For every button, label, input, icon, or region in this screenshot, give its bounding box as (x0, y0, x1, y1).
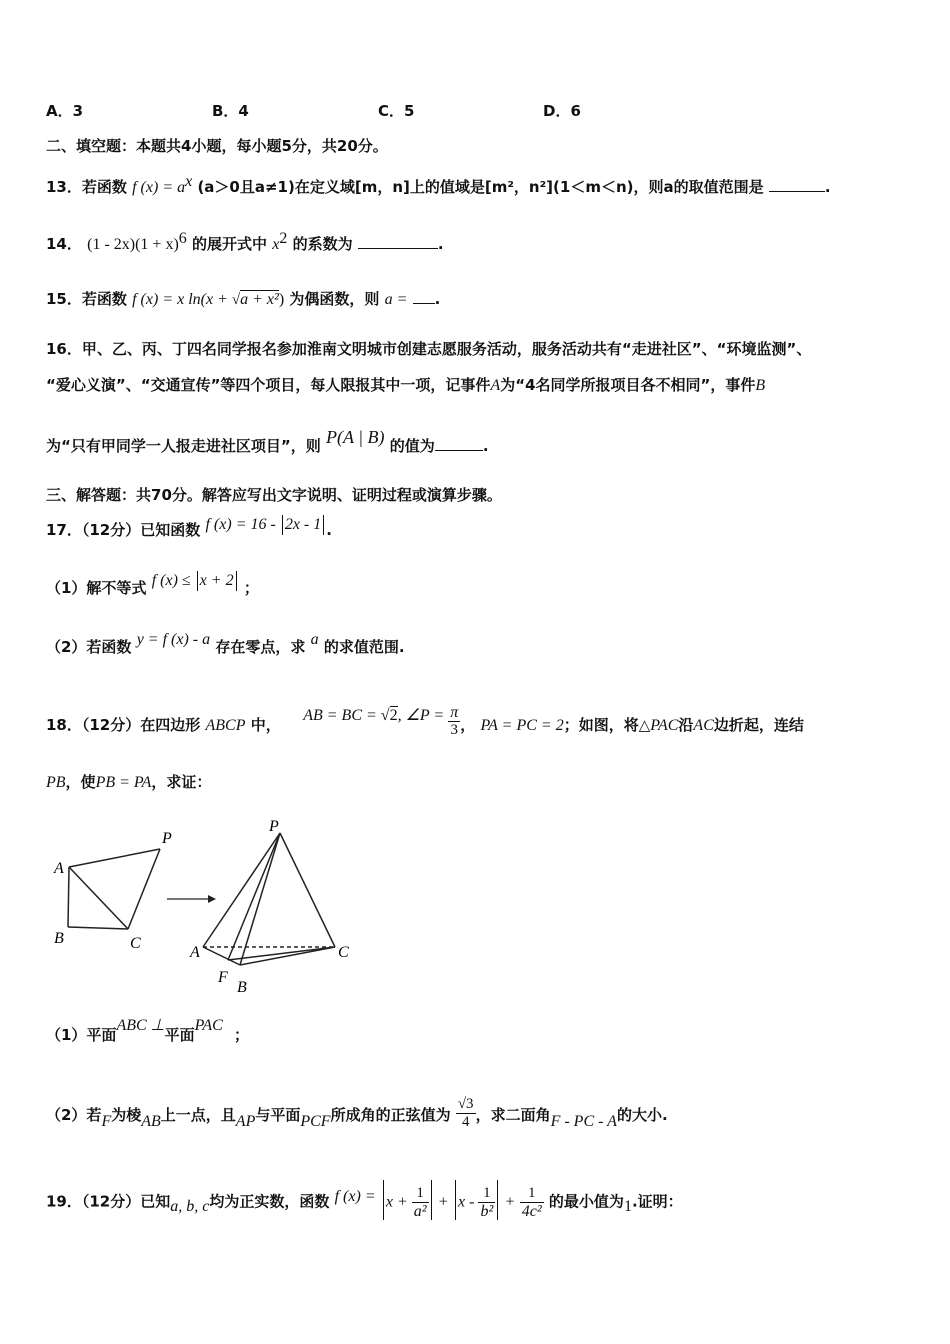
question-17-part-1 (46, 572, 259, 599)
question-16-line-1: 16．甲、乙、丙、丁四名同学报名参加淮南文明城市创建志愿服务活动，服务活动共有“走进社区”、“环境监测”、 (46, 340, 812, 358)
q17-func: f (x) = 16 - (205, 516, 280, 533)
q18-p2-ab: AB (141, 1113, 161, 1130)
edge-ac-left (69, 867, 128, 929)
label-c-right: C (338, 944, 349, 961)
q16-line3b: 的值为 (389, 437, 435, 455)
q18-p2-t4: 所成角的正弦值为 (330, 1106, 451, 1124)
section-2-title: 二、填空题：本题共4小题，每小题5分，共20分。 (46, 137, 388, 155)
q18-text3: 边折起，连结 (713, 716, 804, 734)
q19-vars: a, b, c (170, 1197, 210, 1215)
arrow-icon (167, 895, 216, 903)
q13-end: . (824, 178, 831, 196)
q18-p2-t5: ，求二面角 (475, 1106, 551, 1124)
q15-answer-blank[interactable] (413, 289, 435, 304)
q15-func: f (x) = x ln(x + (132, 291, 232, 308)
q17-head: 17．（12分）已知函数 (46, 521, 201, 539)
q17-p1-abs: x + 2 (199, 572, 234, 589)
q18-p2-t1: 为棱 (111, 1106, 142, 1124)
q18-p1-a: ABC ⊥ (116, 1017, 165, 1034)
q14-answer-blank[interactable] (358, 234, 438, 249)
q19-f2d: b² (480, 1202, 494, 1220)
q13-num: 13．若函数 (46, 178, 127, 196)
q13-answer-blank[interactable] (769, 177, 825, 192)
edge-pb-right (240, 833, 280, 965)
q19-one: 1 (623, 1197, 632, 1215)
q17-end: . (326, 521, 332, 539)
q19-f3n: 1 (520, 1185, 544, 1203)
edge-bc-right (240, 947, 335, 965)
question-18: 18．（12分）在四边形 ABCP 中， AB = BC = √2, ∠P = $\frac{\pi}{3}$ ， PA = PC = 2；如图，将△PAC沿AC边折起，连结 (46, 704, 804, 738)
q19-abs2a: x - (458, 1193, 479, 1211)
label-p-left: P (162, 830, 172, 847)
question-16-line-2 (46, 375, 765, 396)
question-18-part-2 (46, 1098, 668, 1133)
q19-f3d: 4c² (521, 1202, 542, 1220)
q14-var: x (272, 236, 280, 253)
q17-abs: 2x - 1 (284, 516, 322, 533)
q16-line2a: “爱心义演”、“交通宣传”等四个项目，每人限报其中一项，记事件 (46, 376, 491, 394)
question-14 (46, 229, 444, 255)
q16-line3a: 为“只有甲同学一人报走进社区项目”，则 (46, 437, 321, 455)
q16-prob: P(A | B) (325, 427, 385, 447)
q17-p2-label: （2）若函数 (46, 638, 132, 656)
q19-f2n: 1 (478, 1185, 495, 1203)
q16-event-b: B (755, 377, 766, 394)
q18-tri: PAC (650, 717, 679, 734)
question-19 (46, 1182, 683, 1222)
edge-ab-right (203, 947, 240, 965)
edge-pa-right (203, 833, 280, 947)
q18-p1-label: （1）平面 (46, 1026, 117, 1044)
option-c: C．5 (378, 102, 415, 120)
q18-cond1: AB = BC = (303, 707, 381, 724)
option-d: D．6 (543, 102, 581, 120)
q18-p1-mid: 平面 (164, 1026, 195, 1044)
q18-p2-end: 的大小. (616, 1106, 668, 1124)
q15-close: ) (278, 291, 285, 308)
q17-p1-label: （1）解不等式 (46, 579, 147, 597)
q18-p1-b: PAC (194, 1017, 223, 1034)
label-c-left: C (130, 935, 141, 952)
q19-t3: .证明： (631, 1192, 683, 1211)
q16-line2b: 为“4名同学所报项目各不相同”，事件 (500, 376, 756, 394)
q15-num: 15．若函数 (46, 290, 127, 308)
label-b-right: B (237, 979, 247, 996)
q18-line2d: ，求证： (151, 773, 212, 791)
figure-right-pyramid (203, 833, 335, 965)
option-a: A．3 (46, 102, 84, 120)
q16-end: . (482, 437, 489, 455)
q18-head: 18．（12分）在四边形 (46, 716, 201, 734)
label-b-left: B (54, 930, 64, 947)
q19-plus2: + (505, 1193, 515, 1211)
q18-mid: 中， (250, 716, 281, 734)
q13-condition: (a＞0且a≠1)在定义域[m，n]上的值域是[m²，n²](1＜m＜n)，则a的取值范围是 (197, 178, 764, 196)
q16-answer-blank[interactable] (435, 436, 483, 451)
q19-head: 19．（12分）已知 (46, 1192, 171, 1211)
q18-cond3: ， (460, 716, 476, 734)
q13-exp: x (185, 173, 193, 190)
q15-root: a + x² (240, 291, 279, 308)
q18-cond2: , ∠P = (397, 707, 449, 724)
question-16-line-3 (46, 427, 489, 456)
question-13 (46, 172, 831, 198)
q18-line2a: PB (46, 774, 66, 791)
q18-line2b: ，使 (65, 773, 96, 791)
q18-p2-num: √3 (457, 1096, 474, 1112)
q18-p2-t2: 上一点，且 (160, 1106, 236, 1124)
question-15: 15．若函数 f (x) = x ln(x + √a + x²) 为偶函数，则 a = . (46, 290, 441, 308)
edge-bc-left (68, 927, 128, 929)
q18-p2-f: F (101, 1113, 112, 1130)
q14-text2: 的系数为 (292, 235, 353, 253)
q18-p2-ap: AP (235, 1113, 256, 1130)
q19-t1: 均为正实数，函数 (209, 1192, 330, 1211)
q15-text: 为偶函数，则 (289, 290, 380, 308)
q18-p2-label: （2）若 (46, 1106, 102, 1124)
q17-p2-end: 的求值范围. (323, 638, 405, 656)
q18-cond4: PA = PC = 2 (480, 717, 564, 734)
q18-edge: AC (693, 717, 714, 734)
label-a-right: A (190, 944, 200, 961)
q17-p1-lhs: f (x) ≤ (151, 572, 195, 589)
q17-p2-text: 存在零点，求 (215, 638, 306, 656)
edge-pc-right (280, 833, 335, 947)
question-17-part-2 (46, 631, 405, 658)
q18-p2-t3: 与平面 (255, 1106, 301, 1124)
q13-func: f (x) = a (132, 179, 186, 196)
section-3-title: 三、解答题：共70分。解答应写出文字说明、证明过程或演算步骤。 (46, 486, 502, 504)
q15-var: a = (384, 291, 408, 308)
q19-plus1: + (438, 1193, 448, 1211)
q18-p1-end: ； (234, 1026, 250, 1044)
q19-abs1a: x + (385, 1193, 412, 1211)
q19-f1n: 1 (412, 1185, 429, 1203)
q14-var-exp: 2 (279, 230, 288, 247)
q18-sqrt2: 2 (389, 707, 398, 724)
q18-figure (40, 815, 370, 1000)
figure-left-quadrilateral (68, 849, 160, 929)
edge-cp-left (128, 849, 160, 929)
label-p-right: P (269, 818, 279, 835)
q14-end: . (437, 235, 444, 253)
q18-three: 3 (450, 722, 458, 738)
q18-line2c: PB = PA (95, 774, 152, 791)
q18-p2-den: 4 (461, 1114, 470, 1130)
q19-t2: 的最小值为 (548, 1192, 624, 1211)
question-18-line-2 (46, 772, 211, 793)
option-b: B．4 (212, 102, 249, 120)
edge-pf-right (228, 833, 280, 960)
q14-text1: 的展开式中 (192, 235, 268, 253)
q18-pi: π (450, 704, 459, 721)
q16-event-a: A (490, 377, 501, 394)
q18-quad: ABCP (205, 717, 246, 734)
q18-p2-pcf: PCF (300, 1113, 331, 1130)
q18-text2: 沿 (678, 716, 694, 734)
q19-func: f (x) = (334, 1187, 376, 1205)
q15-end: . (434, 290, 441, 308)
label-a-left: A (54, 860, 64, 877)
q17-p2-func: y = f (x) - a (136, 631, 211, 648)
q18-p2-ang: F - PC - A (550, 1113, 617, 1130)
question-18-part-1 (46, 1017, 250, 1046)
q14-exp: 6 (178, 230, 187, 247)
q17-p1-end: ； (243, 579, 259, 597)
q14-expr: (1 - 2x)(1 + x) (87, 236, 179, 253)
q14-num: 14． (46, 235, 82, 253)
q19-f1d: a² (413, 1202, 427, 1220)
edge-pa-left (69, 849, 160, 867)
question-17 (46, 516, 332, 541)
q17-p2-var: a (310, 631, 319, 648)
q18-text: ；如图，将△ (563, 716, 651, 734)
label-f-right: F (218, 969, 228, 986)
edge-ab-left (68, 867, 69, 927)
